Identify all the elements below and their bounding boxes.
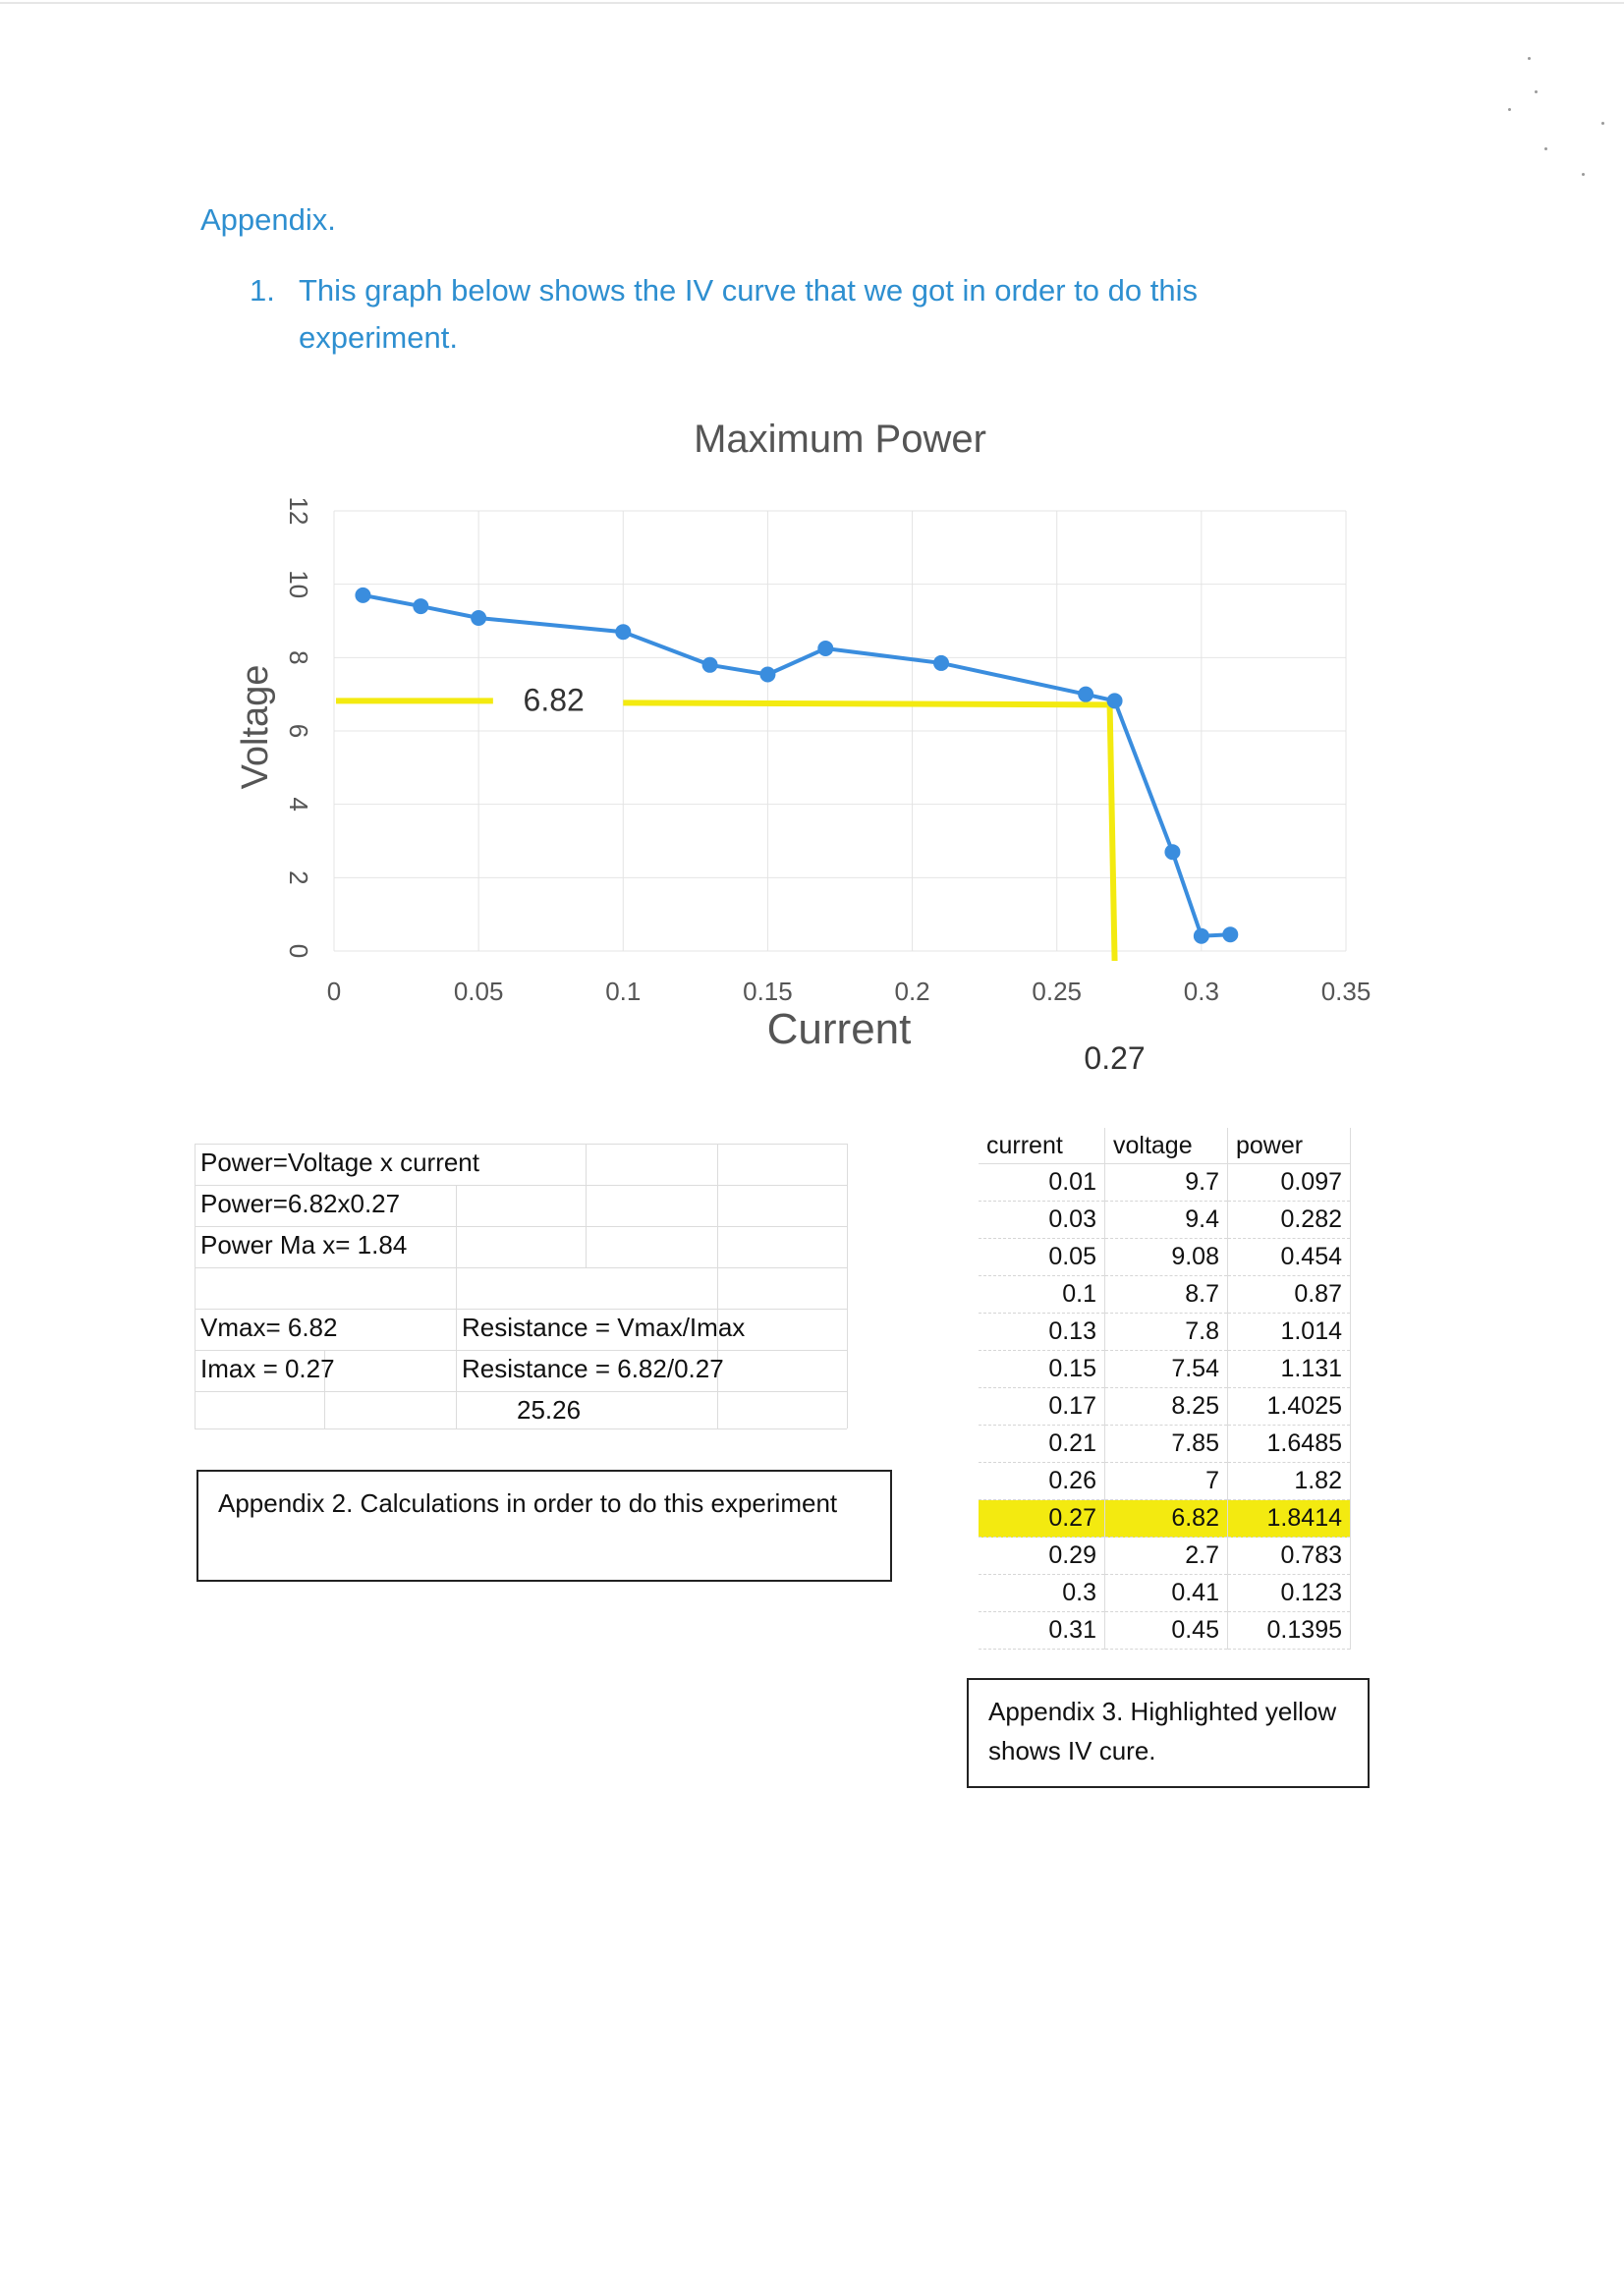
cell-voltage: 8.7 xyxy=(1105,1276,1228,1314)
appendix-3-caption: Appendix 3. Highlighted yellow shows IV cure. xyxy=(967,1678,1370,1788)
current-annotation: 0.27 xyxy=(1084,1040,1146,1076)
scan-speck xyxy=(1508,108,1511,111)
data-point xyxy=(1078,687,1093,702)
highlight-line-vertical xyxy=(1110,704,1115,961)
data-point xyxy=(759,667,775,683)
table-row xyxy=(979,1538,1351,1575)
cell-current: 0.17 xyxy=(979,1388,1105,1426)
cell-voltage: 9.7 xyxy=(1105,1164,1228,1202)
data-point xyxy=(355,588,370,603)
header-power: power xyxy=(1228,1128,1351,1164)
grid-line xyxy=(195,1144,847,1145)
grid-line xyxy=(847,1144,848,1428)
vmax-value: Vmax= 6.82 xyxy=(200,1313,338,1342)
cell-current: 0.29 xyxy=(979,1538,1105,1575)
cell-power: 1.4025 xyxy=(1228,1388,1351,1426)
x-tick-label: 0.2 xyxy=(894,977,930,1006)
resistance-result: 25.26 xyxy=(517,1395,582,1425)
cell-current: 0.26 xyxy=(979,1463,1105,1500)
table-row xyxy=(979,1575,1351,1612)
cell-current: 0.3 xyxy=(979,1575,1105,1612)
cell-voltage: 2.7 xyxy=(1105,1538,1228,1575)
highlight-line-horizontal xyxy=(623,702,1109,704)
table-row xyxy=(979,1426,1351,1463)
cell-power: 1.131 xyxy=(1228,1351,1351,1388)
resistance-formula: Resistance = Vmax/Imax xyxy=(462,1313,746,1342)
data-point xyxy=(1194,928,1209,944)
series-line xyxy=(363,595,1230,936)
cell-current: 0.13 xyxy=(979,1314,1105,1351)
cell-power: 0.1395 xyxy=(1228,1612,1351,1650)
x-axis-label: Current xyxy=(766,1005,912,1053)
cell-voltage: 7.54 xyxy=(1105,1351,1228,1388)
cell-voltage: 7.85 xyxy=(1105,1426,1228,1463)
x-tick-label: 0.1 xyxy=(605,977,642,1006)
x-tick-label: 0 xyxy=(326,977,342,1006)
scan-speck xyxy=(1535,90,1538,93)
scan-speck xyxy=(1544,147,1547,150)
table-row xyxy=(979,1276,1351,1314)
data-point xyxy=(471,610,486,626)
x-tick-label: 0.3 xyxy=(1183,977,1219,1006)
cell-power: 0.454 xyxy=(1228,1239,1351,1276)
x-tick-label: 0.25 xyxy=(1032,977,1083,1006)
table-header-row xyxy=(979,1128,1351,1164)
cell-power: 0.87 xyxy=(1228,1276,1351,1314)
cell-power: 1.014 xyxy=(1228,1314,1351,1351)
chart-title: Maximum Power xyxy=(694,418,986,461)
power-substitution: Power=6.82x0.27 xyxy=(200,1189,401,1218)
grid-line xyxy=(456,1185,457,1428)
iv-curve-chart xyxy=(216,403,1375,1081)
scan-edge-line xyxy=(0,2,1624,4)
grid-line xyxy=(195,1391,847,1392)
y-tick-label: 2 xyxy=(284,870,314,885)
cell-current: 0.01 xyxy=(979,1164,1105,1202)
grid-line xyxy=(195,1350,847,1351)
cell-voltage: 6.82 xyxy=(1105,1500,1228,1538)
header-current: current xyxy=(979,1128,1105,1164)
y-tick-label: 10 xyxy=(284,570,314,599)
data-point xyxy=(702,657,718,673)
table-row xyxy=(979,1202,1351,1239)
cell-power: 0.097 xyxy=(1228,1164,1351,1202)
y-tick-label: 0 xyxy=(284,943,314,959)
grid-line xyxy=(195,1185,847,1186)
x-tick-label: 0.05 xyxy=(453,977,504,1006)
data-point xyxy=(817,641,833,656)
x-tick-label: 0.35 xyxy=(1320,977,1372,1006)
data-point xyxy=(933,655,949,671)
appendix-heading: Appendix. xyxy=(200,202,336,237)
cell-voltage: 9.08 xyxy=(1105,1239,1228,1276)
cell-power: 0.783 xyxy=(1228,1538,1351,1575)
grid-line xyxy=(195,1144,196,1428)
cell-power: 1.6485 xyxy=(1228,1426,1351,1463)
table-row xyxy=(979,1314,1351,1351)
cell-power: 0.123 xyxy=(1228,1575,1351,1612)
x-tick-label: 0.15 xyxy=(743,977,793,1006)
grid-line xyxy=(195,1428,847,1429)
data-point xyxy=(1164,844,1180,860)
y-axis-label: Voltage xyxy=(235,664,276,790)
table-row xyxy=(979,1463,1351,1500)
iv-data-table xyxy=(979,1128,1351,1650)
cell-current: 0.05 xyxy=(979,1239,1105,1276)
grid-line xyxy=(195,1267,847,1268)
cell-current: 0.31 xyxy=(979,1612,1105,1650)
y-tick-label: 6 xyxy=(284,723,314,739)
grid-line xyxy=(717,1144,718,1428)
table-row xyxy=(979,1388,1351,1426)
appendix-2-caption: Appendix 2. Calculations in order to do this experiment xyxy=(196,1470,892,1582)
table-row xyxy=(979,1500,1351,1538)
data-point xyxy=(413,598,428,614)
cell-current: 0.21 xyxy=(979,1426,1105,1463)
cell-voltage: 7.8 xyxy=(1105,1314,1228,1351)
cell-current: 0.15 xyxy=(979,1351,1105,1388)
scan-speck xyxy=(1528,57,1531,60)
grid-line xyxy=(586,1144,587,1267)
table-row xyxy=(979,1351,1351,1388)
data-point xyxy=(1107,693,1123,708)
table-row xyxy=(979,1239,1351,1276)
cell-voltage: 0.41 xyxy=(1105,1575,1228,1612)
y-tick-label: 12 xyxy=(284,496,314,526)
cell-power: 1.82 xyxy=(1228,1463,1351,1500)
y-tick-label: 4 xyxy=(284,797,314,812)
voltage-annotation: 6.82 xyxy=(523,682,585,718)
y-tick-label: 8 xyxy=(284,650,314,665)
grid-line xyxy=(195,1309,847,1310)
cell-voltage: 8.25 xyxy=(1105,1388,1228,1426)
list-text: This graph below shows the IV curve that we got in order to do this experiment. xyxy=(299,273,1198,355)
data-point xyxy=(1222,926,1238,942)
scan-speck xyxy=(1582,173,1585,176)
grid-line xyxy=(195,1226,847,1227)
power-max: Power Ma x= 1.84 xyxy=(200,1230,408,1260)
header-voltage: voltage xyxy=(1105,1128,1228,1164)
calculation-sheet xyxy=(195,1144,847,1428)
data-point xyxy=(615,624,631,640)
imax-value: Imax = 0.27 xyxy=(200,1354,335,1383)
cell-voltage: 9.4 xyxy=(1105,1202,1228,1239)
cell-power: 0.282 xyxy=(1228,1202,1351,1239)
cell-current: 0.27 xyxy=(979,1500,1105,1538)
table-row xyxy=(979,1164,1351,1202)
resistance-substitution: Resistance = 6.82/0.27 xyxy=(462,1354,724,1383)
scan-speck xyxy=(1601,122,1604,125)
cell-voltage: 0.45 xyxy=(1105,1612,1228,1650)
cell-power: 1.8414 xyxy=(1228,1500,1351,1538)
list-number: 1. xyxy=(250,273,275,308)
cell-voltage: 7 xyxy=(1105,1463,1228,1500)
cell-current: 0.03 xyxy=(979,1202,1105,1239)
table-row xyxy=(979,1612,1351,1650)
power-formula: Power=Voltage x current xyxy=(200,1148,479,1177)
cell-current: 0.1 xyxy=(979,1276,1105,1314)
